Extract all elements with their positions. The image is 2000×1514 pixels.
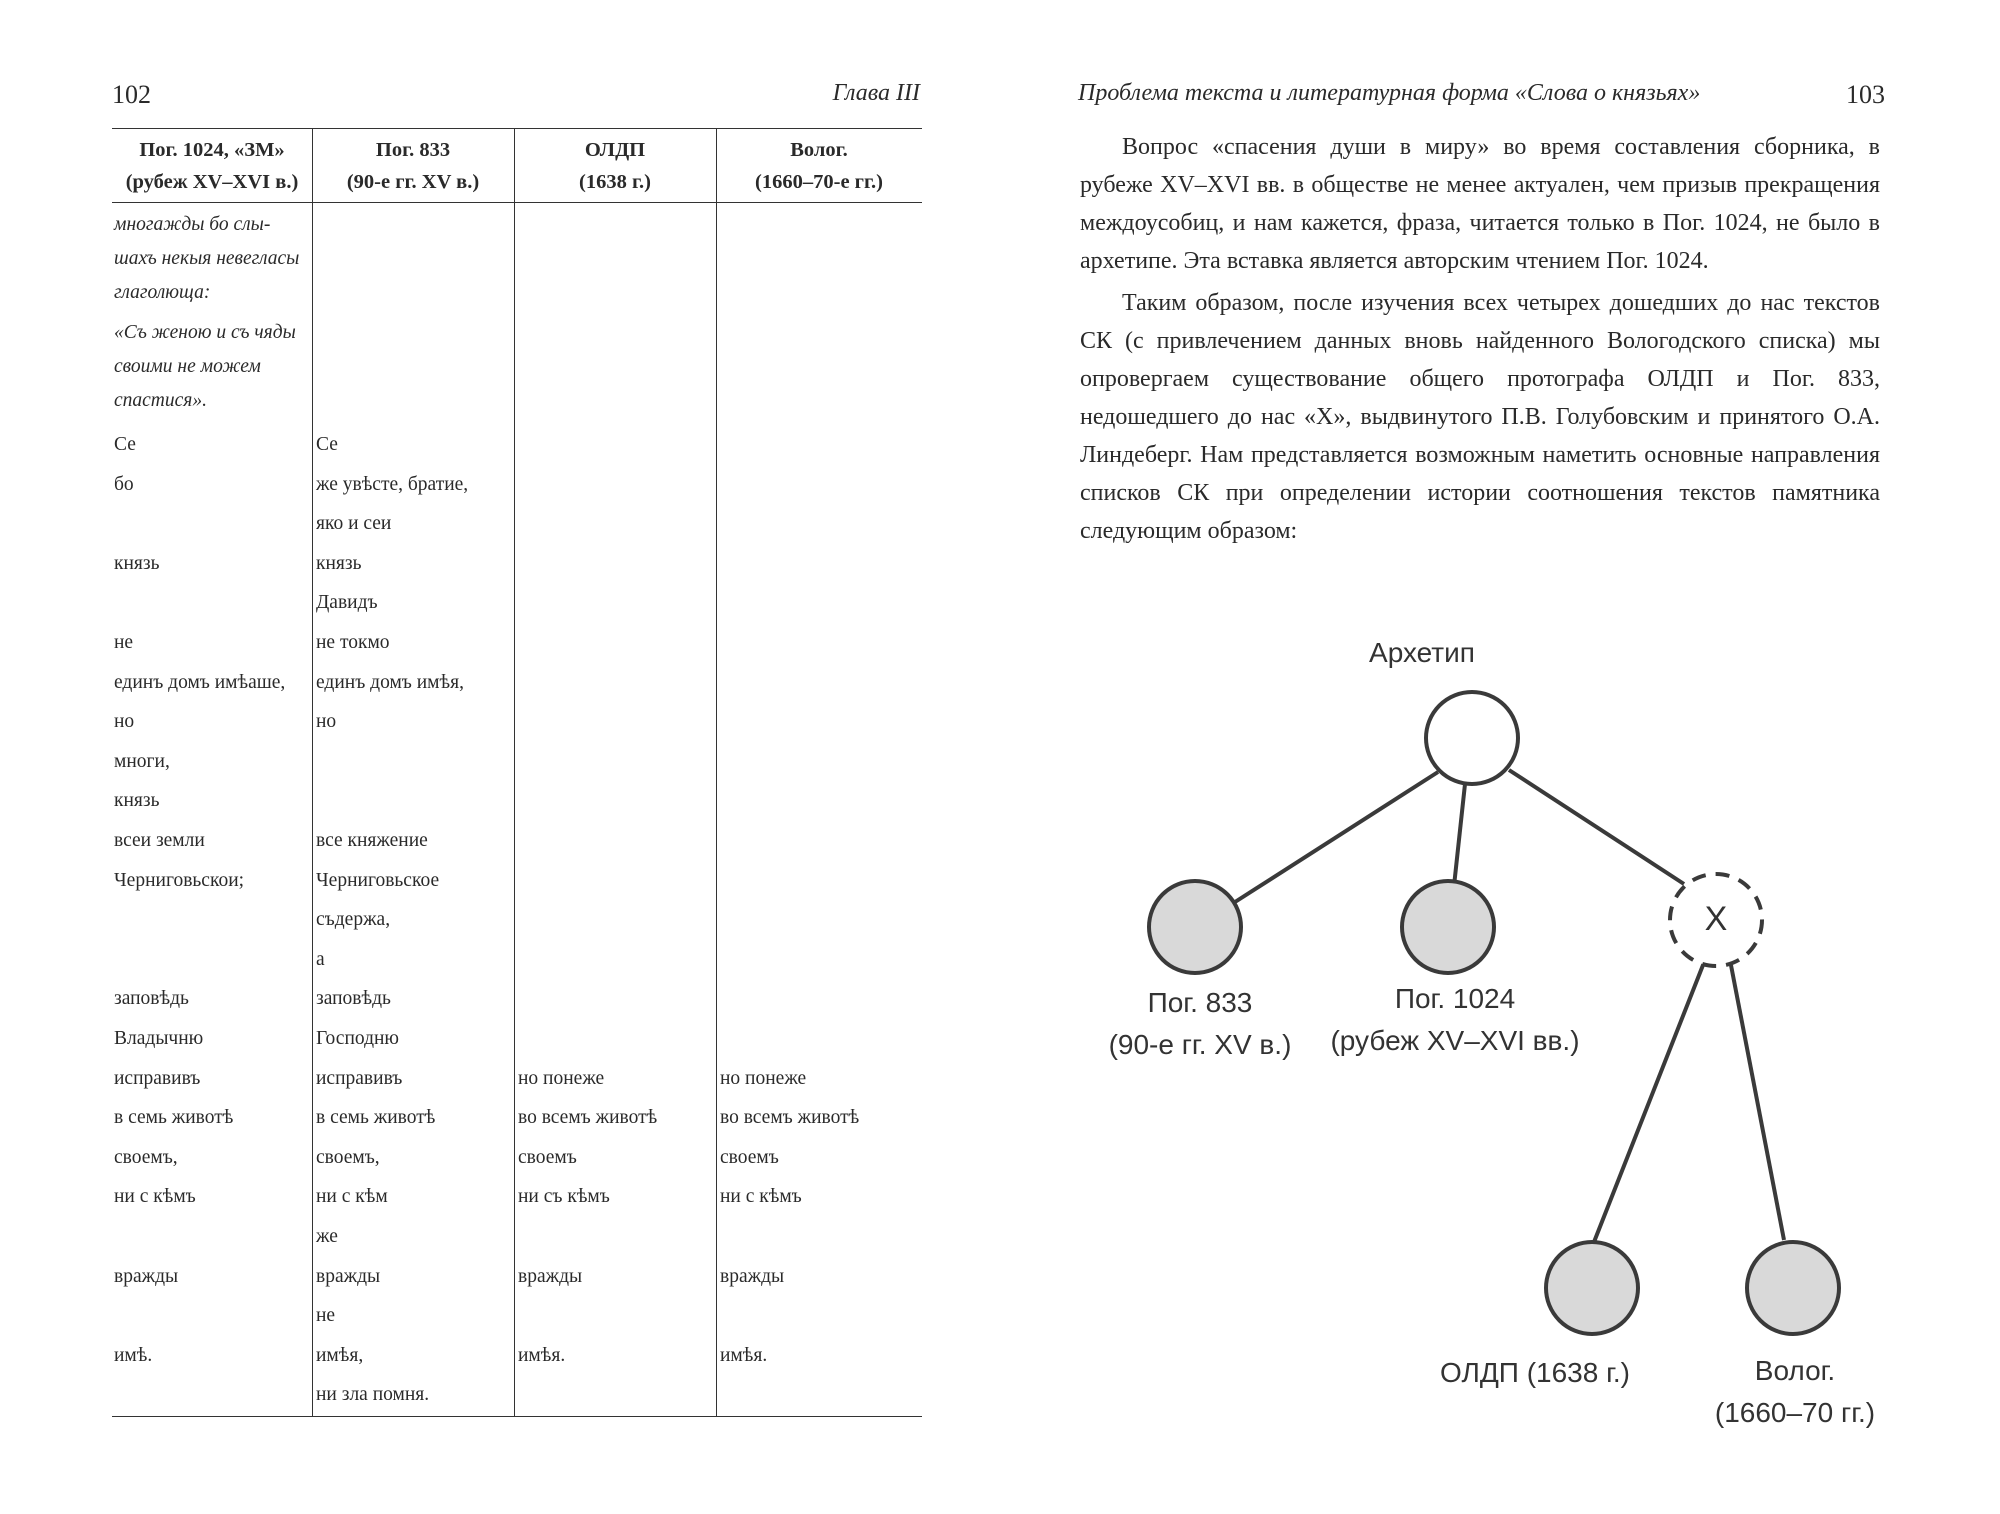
table-cell: своемъ [720,1146,779,1168]
table-cell: князь [114,552,160,574]
table-cell: Се [316,434,338,455]
table-cell: же [316,1226,338,1247]
label-line: Пог. 1024 [1394,983,1516,1014]
label-pog1024 [1310,978,1600,1062]
running-title-left: Глава III [832,80,920,106]
label-volog [1690,1350,1900,1434]
page-number-left: 102 [112,80,151,109]
table-cell: имѣя. [518,1344,566,1366]
header-pog833 [312,134,514,198]
column-divider [716,128,717,1416]
paragraph: Вопрос «спасения души в миру» во время составления сборника, в рубеже XV–XVI вв. в обществе не менее актуален, чем призыв прекращения междоусобиц, и нам кажется, фраза, читается только в Пог. 1024, не было в архетипе. Эта вставка является авторским чтением Пог. 1024. [1080,134,1880,274]
italic-citation-line: глаголюща: [114,282,211,303]
label-line: (1660–70 гг.) [1714,1397,1876,1428]
label-archetype: Архетип [1369,637,1475,668]
table-cell: но понеже [720,1067,807,1089]
node-volog [1747,1242,1839,1334]
italic-citation-line: спастися». [114,390,207,411]
table-cell: Черниговьское [316,869,440,891]
table-cell: все княжение [316,830,428,851]
table-cell: своемъ, [114,1146,178,1168]
node-oldp [1546,1242,1638,1334]
table-cell: единъ домъ имѣя, [316,671,464,693]
table-header-rule [112,202,922,203]
table-bottom-rule [112,1416,922,1417]
label-line: (90-е гг. XV в.) [1108,1029,1292,1060]
table-cell: заповѣдь [316,988,391,1010]
table-cell: единъ домъ имѣаше, [114,671,286,693]
table-cell: ни съ кѣмъ [518,1186,610,1208]
table-cell: своемъ [518,1146,577,1168]
column-divider [514,128,515,1416]
table-cell: не [114,632,134,653]
table-cell: в семь животѣ [316,1107,436,1129]
table-cell: Господню [316,1028,399,1049]
header-line: (1638 г.) [579,171,651,193]
table-cell: вражды [518,1265,583,1287]
edge-archetype-x [1509,770,1684,884]
italic-citation-line: «Съ женою и съ чяды [114,322,296,343]
table-cell: Черниговьскои; [114,869,245,891]
table-cell: не [316,1305,336,1327]
edge-x-oldp [1594,960,1705,1242]
table-cell: исправивъ [114,1067,201,1089]
edge-archetype-pog1024 [1454,784,1465,886]
table-cell: вражды [720,1265,785,1287]
label-line: (рубеж XV–XVI вв.) [1330,1025,1580,1056]
table-cell: вражды [114,1265,179,1287]
table-cell: имѣ. [114,1344,153,1366]
header-oldp [514,134,716,198]
italic-citation-line: своими не можем [114,356,261,377]
table-cell: но понеже [518,1067,605,1089]
node-pog833 [1149,881,1241,973]
node-archetype [1426,692,1518,784]
table-cell: имѣя. [720,1344,768,1366]
table-cell: ни с кѣмъ [114,1186,196,1208]
header-line: Пог. 833 [375,139,451,161]
table-cell: яко и сеи [316,513,392,535]
table-cell: не токмо [316,632,390,653]
table-cell: имѣя, [316,1344,364,1366]
header-pog1024 [112,134,312,198]
header-line: (1660–70-е гг.) [755,171,883,193]
table-cell: Давидъ [316,592,378,614]
table-cell: Владычню [114,1028,204,1049]
table-cell: же увѣсте, братие, [316,473,469,495]
edge-x-volog [1730,960,1784,1240]
table-cell: во всемъ животѣ [720,1107,860,1129]
label-line: Волог. [1754,1355,1836,1386]
table-cell: своемъ, [316,1146,380,1168]
table-cell: а [316,948,325,970]
table-cell: ни с кѣмъ [720,1186,802,1208]
header-line: (рубеж XV–XVI в.) [125,171,299,193]
label-x: Х [1704,900,1728,938]
table-cell: всеи земли [114,830,205,851]
page-number-right: 103 [1846,80,1885,109]
header-volog [716,134,922,198]
paragraph: Таким образом, после изучения всех четырех дошедших до нас текстов СК (с привлечением данных вновь найденного Вологодского списка) мы опровергаем существование общего протографа ОЛДП и Пог. 833, недошедшего до нас «Х», выдвинутого П.В. Голубовским и принятого О.А. Линдеберг. Нам представляется возможным наметить основные направления списков СК при определении истории соотношения текстов памятника следующим образом: [1080,290,1880,544]
table-cell: князь [114,790,160,812]
table-cell: бо [114,473,134,495]
comparison-table [112,128,922,1418]
italic-citation-line: многажды бо слы- [114,214,271,235]
table-cell: князь [316,552,362,574]
table-cell: многи, [114,750,170,772]
node-pog1024 [1402,881,1494,973]
table-cell: вражды [316,1265,381,1287]
header-line: Волог. [790,139,848,161]
table-cell: но [316,711,337,733]
running-title-right: Проблема текста и литературная форма «Слова о князьях» [1078,80,1701,106]
table-cell: в семь животѣ [114,1107,234,1129]
table-cell: ни зла помня. [316,1384,430,1406]
header-line: ОЛДП [584,139,646,161]
table-cell: съдержа, [316,909,391,931]
label-pog833 [1080,982,1320,1066]
italic-citation-line: шахъ некыя невегласы [114,248,300,269]
header-line: Пог. 1024, «ЗМ» [139,139,285,161]
label-oldp: ОЛДП (1638 г.) [1440,1357,1630,1388]
table-cell: заповѣдь [114,988,189,1010]
table-cell: Се [114,434,136,455]
table-top-rule [112,128,922,129]
table-cell: во всемъ животѣ [518,1107,658,1129]
table-cell: исправивъ [316,1067,403,1089]
edge-archetype-pog833 [1235,772,1438,902]
table-cell: но [114,711,135,733]
column-divider [312,128,313,1416]
header-line: (90-е гг. XV в.) [346,171,480,193]
label-line: Пог. 833 [1147,987,1253,1018]
table-cell: ни с кѣм [316,1186,388,1208]
body-text [1080,128,1880,550]
